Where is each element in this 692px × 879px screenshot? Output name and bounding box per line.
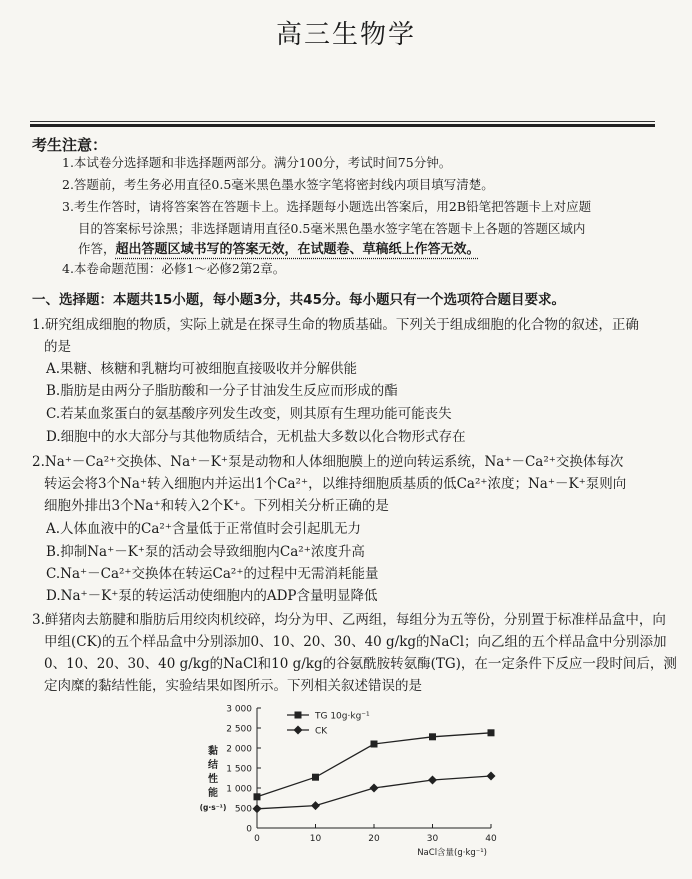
page-title: 高三生物学 — [275, 20, 416, 50]
notice-item-3c-prefix: 作答， — [78, 241, 116, 256]
notice-heading: 考生注意： — [32, 136, 108, 154]
x-tick-label: 30 — [426, 834, 439, 844]
q2-option-d: D.Na⁺－K⁺泵的转运活动使细胞内的ADP含量明显降低 — [46, 588, 378, 604]
x-tick-label: 10 — [309, 834, 322, 844]
y-axis-label: (g·s⁻¹) — [199, 803, 227, 812]
y-tick-label: 3 000 — [226, 704, 252, 715]
x-tick-label: 40 — [485, 834, 497, 844]
data-point-ck — [487, 772, 496, 781]
legend-marker-tg — [295, 712, 302, 719]
notice-item-4: 4.本卷命题范围：必修1～必修2第2章。 — [62, 261, 286, 276]
q3-stem-line2: 甲组(CK)的五个样品盒中分别添加0、10、20、30、40 g/kg的NaCl；向乙组的五个样品盒中分别添加 — [44, 634, 667, 650]
data-point-tg — [254, 793, 261, 800]
y-axis-label: 能 — [208, 788, 218, 799]
q3-stem-line4: 定肉糜的黏结性能，实验结果如图所示。下列相关叙述错误的是 — [44, 678, 422, 694]
notice-item-2: 2.答题前，考生务必用直径0.5毫米黑色墨水签字笔将密封线内项目填写清楚。 — [62, 177, 494, 192]
q2-stem-line3: 细胞外排出3个Na⁺和转入2个K⁺。下列相关分析正确的是 — [44, 498, 389, 514]
section-title: 一、选择题：本题共15小题，每小题3分，共45分。每小题只有一个选项符合题目要求。 — [32, 292, 565, 308]
x-tick-label: 20 — [368, 834, 380, 844]
q3-stem-line3: 0、10、20、30、40 g/kg的NaCl和10 g/kg的谷氨酰胺转氨酶(TG)，在一定条件下反应一段时间后，测 — [44, 656, 677, 672]
q2-option-a: A.人体血液中的Ca²⁺含量低于正常值时会引起肌无力 — [46, 521, 361, 537]
x-axis-label: NaCl含量(g·kg⁻¹) — [417, 848, 487, 858]
notice-item-3c-bold: 超出答题区域书写的答案无效，在试题卷、草稿纸上作答无效。 — [115, 242, 480, 257]
header-rule-thick — [30, 124, 655, 127]
q1-option-d: D.细胞中的水大部分与其他物质结合，无机盐大多数以化合物形式存在 — [46, 429, 466, 445]
notice-item-1: 1.本试卷分选择题和非选择题两部分。满分100分，考试时间75分钟。 — [62, 155, 452, 170]
q1-stem-line1: 1.研究组成细胞的物质，实际上就是在探寻生命的物质基础。下列关于组成细胞的化合物的叙述，正确 — [32, 317, 639, 333]
data-point-ck — [370, 784, 379, 793]
y-tick-label: 1 500 — [226, 764, 252, 775]
q2-stem-line1: 2.Na⁺－Ca²⁺交换体、Na⁺－K⁺泵是动物和人体细胞膜上的逆向转运系统，Na⁺－Ca²⁺交换体每次 — [32, 454, 624, 470]
data-point-tg — [488, 729, 495, 736]
data-point-ck — [428, 776, 437, 785]
y-axis-label: 黏 — [208, 746, 218, 757]
header-rule-thin — [30, 121, 655, 122]
y-tick-label: 0 — [246, 824, 252, 835]
q1-option-a: A.果糖、核糖和乳糖均可被细胞直接吸收并分解供能 — [46, 361, 358, 377]
y-tick-label: 2 500 — [226, 724, 252, 735]
legend-label-ck: CK — [315, 726, 328, 737]
x-tick-label: 0 — [254, 834, 260, 844]
q1-stem-line2: 的是 — [44, 339, 71, 355]
q2-stem-line2: 转运会将3个Na⁺转入细胞内并运出1个Ca²⁺，以维持细胞质基质的低Ca²⁺浓度；Na⁺－K⁺泵则向 — [44, 476, 627, 492]
legend-marker-ck — [294, 726, 303, 735]
data-point-tg — [312, 774, 319, 781]
notice-item-3a: 3.考生作答时，请将答案答在答题卡上。选择题每小题选出答案后，用2B铅笔把答题卡上对应题 — [62, 199, 592, 214]
data-point-ck — [311, 801, 320, 810]
q1-option-c: C.若某血浆蛋白的氨基酸序列发生改变，则其原有生理功能可能丧失 — [46, 406, 452, 422]
y-tick-label: 2 000 — [226, 744, 252, 755]
y-axis-label: 结 — [208, 760, 218, 771]
q2-option-b: B.抑制Na⁺－K⁺泵的活动会导致细胞内Ca²⁺浓度升高 — [46, 544, 365, 560]
data-point-tg — [371, 741, 378, 748]
notice-item-3b: 目的答案标号涂黑；非选择题请用直径0.5毫米黑色墨水签字笔在答题卡上各题的答题区域内 — [78, 221, 586, 236]
y-axis-label: 性 — [208, 774, 218, 785]
q1-option-b: B.脂肪是由两分子脂肪酸和一分子甘油发生反应而形成的酯 — [46, 383, 398, 399]
y-tick-label: 500 — [234, 804, 252, 815]
y-tick-label: 1 000 — [226, 784, 252, 795]
adhesion-line-chart — [195, 700, 515, 876]
q2-option-c: C.Na⁺－Ca²⁺交换体在转运Ca²⁺的过程中无需消耗能量 — [46, 566, 379, 582]
legend-label-tg: TG 10g·kg⁻¹ — [315, 711, 370, 722]
data-point-ck — [253, 804, 262, 813]
data-point-tg — [429, 733, 436, 740]
q3-stem-line1: 3.鲜猪肉去筋腱和脂肪后用绞肉机绞碎，均分为甲、乙两组，每组分为五等份，分别置于标准样品盒中，向 — [32, 612, 666, 628]
